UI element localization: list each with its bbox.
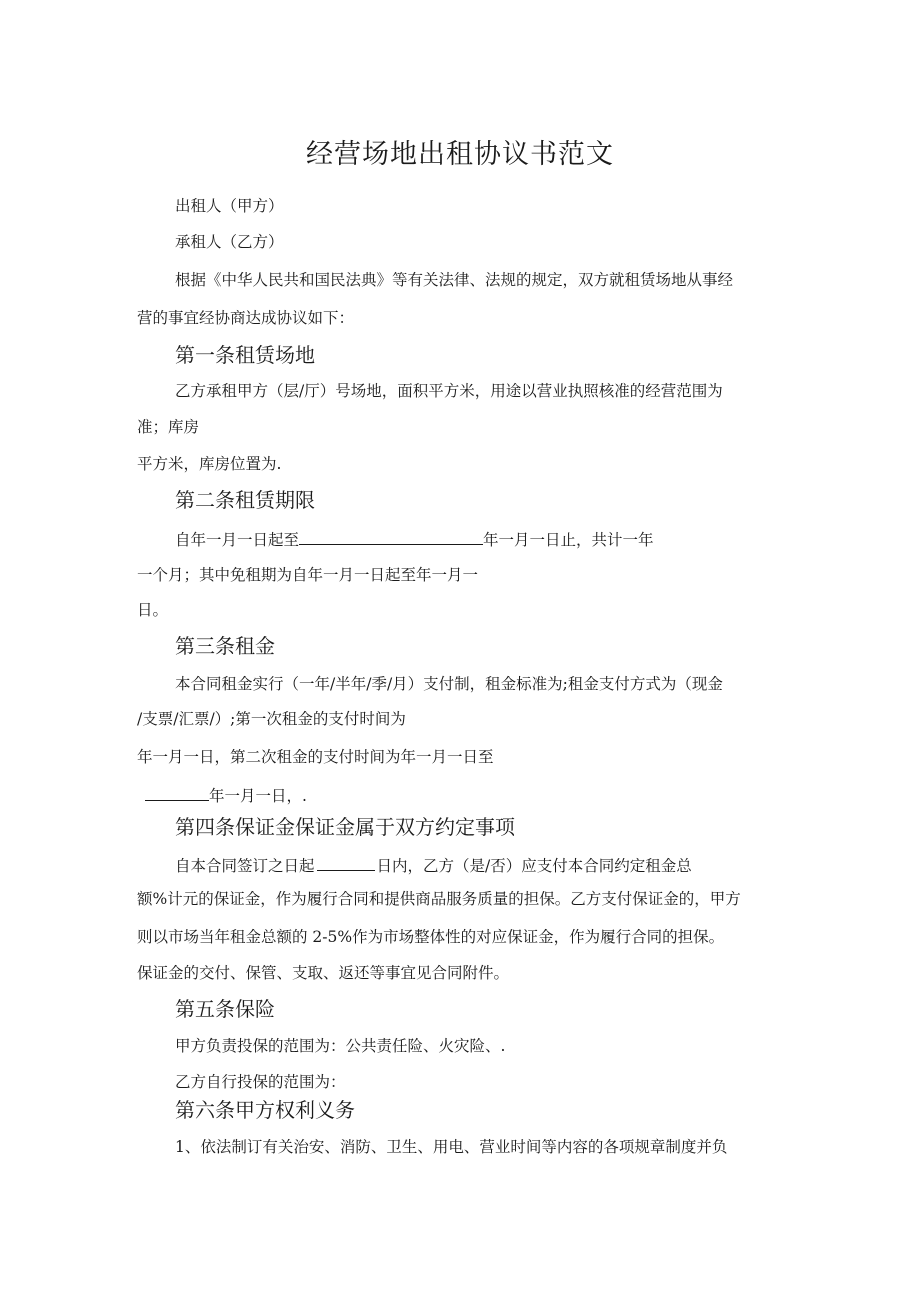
article-6-line-1: 1、依法制订有关治安、消防、卫生、用电、营业时间等内容的各项规章制度并负	[175, 1138, 728, 1156]
article-4-line-3: 则以市场当年租金总额的 2-5%作为市场整体性的对应保证金，作为履行合同的担保。	[137, 928, 725, 946]
article-3-line-4	[145, 786, 307, 805]
lessor-line: 出租人（甲方）	[175, 197, 284, 215]
article-4-line-1-start: 自本合同签订之日起	[175, 857, 315, 875]
preamble-line-2: 营的事宜经协商达成协议如下：	[137, 309, 355, 327]
article-3-line-3: 年一月一日，第二次租金的支付时间为年一月一日至	[137, 748, 494, 766]
article-4-heading: 第四条保证金保证金属于双方约定事项	[175, 815, 515, 839]
article-4-line-1-end: 日内，乙方（是/否）应支付本合同约定租金总	[376, 857, 692, 875]
article-3-heading: 第三条租金	[175, 634, 275, 658]
article-6-heading: 第六条甲方权利义务	[175, 1098, 355, 1122]
article-1-line-3: 平方米，库房位置为.	[137, 455, 282, 473]
article-4-line-1	[175, 856, 692, 875]
article-5-heading: 第五条保险	[175, 997, 275, 1021]
lessee-line: 承租人（乙方）	[175, 233, 284, 251]
blank-line	[299, 530, 483, 545]
article-4-line-2: 额%计元的保证金，作为履行合同和提供商品服务质量的担保。乙方支付保证金的，甲方	[137, 890, 741, 908]
article-2-line-1-start: 自年一月一日起至	[175, 531, 300, 549]
article-2-heading: 第二条租赁期限	[175, 488, 315, 512]
article-5-line-2: 乙方自行投保的范围为：	[175, 1073, 346, 1091]
preamble-line-1: 根据《中华人民共和国民法典》等有关法律、法规的规定，双方就租赁场地从事经	[175, 271, 734, 289]
article-4-line-4: 保证金的交付、保管、支取、返还等事宜见合同附件。	[137, 964, 510, 982]
blank-line	[145, 786, 209, 801]
article-2-line-2: 一个月；其中免租期为自年一月一日起至年一月一	[137, 566, 479, 584]
blank-line	[317, 856, 375, 871]
article-5-line-1: 甲方负责投保的范围为：公共责任险、火灾险、.	[175, 1037, 506, 1055]
article-2-line-1	[175, 530, 654, 549]
document-title: 经营场地出租协议书范文	[306, 139, 614, 170]
article-1-line-2: 准；库房	[137, 418, 200, 436]
article-2-line-1-end: 年一月一日止，共计一年	[483, 531, 654, 549]
article-1-heading: 第一条租赁场地	[175, 343, 315, 367]
article-1-line-1: 乙方承租甲方（层/厅）号场地，面积平方米，用途以营业执照核准的经营范围为	[175, 382, 723, 400]
article-3-line-2: /支票/汇票/）;第一次租金的支付时间为	[137, 710, 406, 728]
article-2-line-3: 日。	[137, 601, 169, 619]
article-3-line-1: 本合同租金实行（一年/半年/季/月）支付制，租金标准为;租金支付方式为（现金	[175, 675, 723, 693]
article-3-line-4-text: 年一月一日，.	[209, 787, 307, 805]
